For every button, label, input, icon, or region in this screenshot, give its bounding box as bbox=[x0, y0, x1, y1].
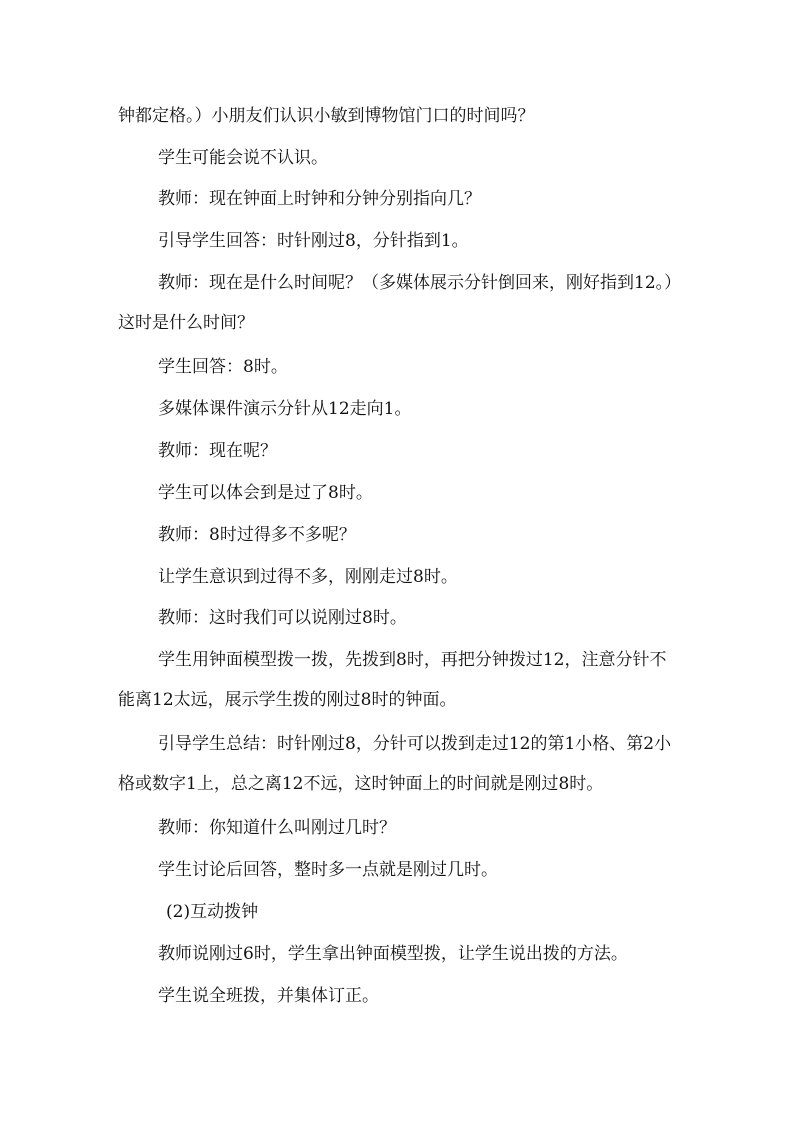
section-heading: (2)互动拨钟 bbox=[166, 902, 259, 922]
paragraph-17: 教师说刚过6时，学生拿出钟面模型拨，让学生说出拨的方法。 bbox=[158, 944, 628, 964]
paragraph-16: 学生讨论后回答，整时多一点就是刚过几时。 bbox=[158, 860, 498, 880]
paragraph-18: 学生说全班拨，并集体订正。 bbox=[158, 986, 379, 1006]
paragraph-1: 钟都定格。）小朋友们认识小敏到博物馆门口的时间吗？ bbox=[118, 106, 535, 126]
paragraph-7: 多媒体课件演示分针从12走向1。 bbox=[158, 399, 412, 419]
paragraph-2: 学生可能会说不认识。 bbox=[158, 148, 328, 168]
paragraph-9: 学生可以体会到是过了8时。 bbox=[158, 483, 373, 503]
paragraph-3: 教师：现在钟面上时钟和分钟分别指向几？ bbox=[158, 189, 481, 209]
paragraph-8: 教师：现在呢？ bbox=[158, 441, 277, 461]
paragraph-11: 让学生意识到过得不多，刚刚走过8时。 bbox=[158, 567, 458, 587]
paragraph-12: 教师：这时我们可以说刚过8时。 bbox=[158, 608, 407, 628]
paragraph-5: 教师：现在是什么时间呢？（多媒体展示分针倒回来，刚好指到12。）这时是什么时间？ bbox=[118, 273, 673, 333]
paragraph-14: 引导学生总结：时针刚过8，分针可以拨到走过12的第1小格、第2小格或数字1上，总之离12不远，这时钟面上的时间就是刚过8时。 bbox=[118, 734, 672, 794]
paragraph-13: 学生用钟面模型拨一拨，先拨到8时，再把分钟拨过12，注意分针不能离12太远，展示学生拨的刚过8时的钟面。 bbox=[118, 650, 667, 710]
paragraph-4: 引导学生回答：时针刚过8，分针指到1。 bbox=[158, 231, 469, 251]
paragraph-10: 教师：8时过得多不多呢？ bbox=[158, 525, 356, 545]
paragraph-6: 学生回答：8时。 bbox=[158, 357, 288, 377]
paragraph-15: 教师：你知道什么叫刚过几时？ bbox=[158, 818, 396, 838]
